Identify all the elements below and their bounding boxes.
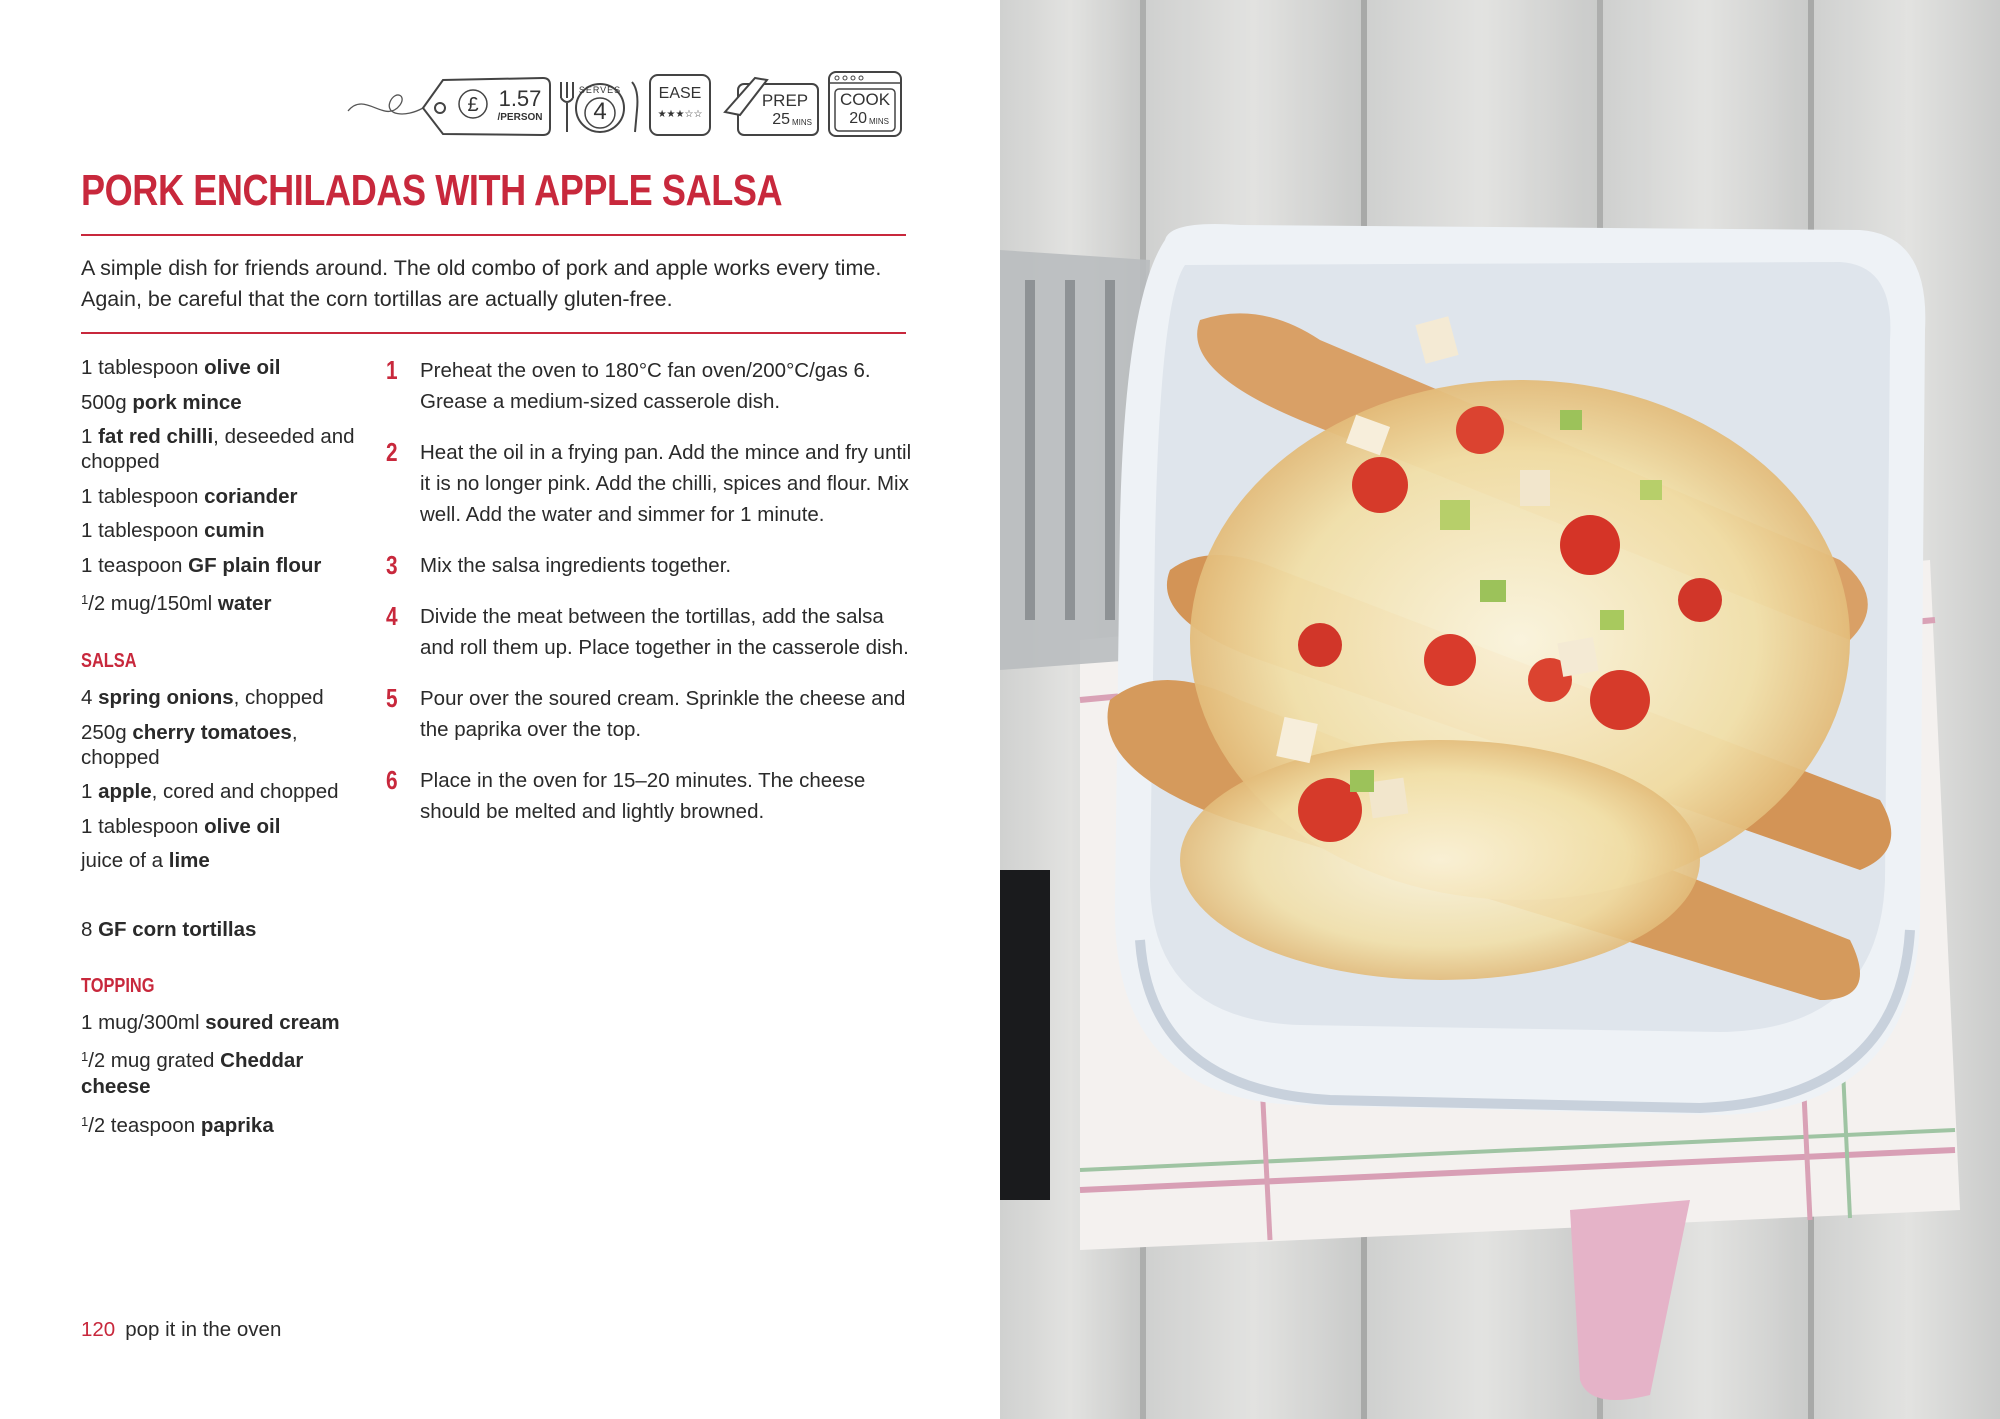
ingredient-name: spring onions [98,686,234,709]
step-number: 1 [386,355,398,385]
ingredient-note: , chopped [233,686,324,709]
ingredient-item [81,685,371,710]
ingredient-quantity: teaspoon [105,1113,201,1137]
prep-unit: MINS [792,118,812,127]
ingredient-item [81,484,371,509]
ingredients-tortillas [81,917,371,942]
ingredients-list [81,355,371,1148]
ingredient-item [81,848,371,873]
step-text: Place in the oven for 15–20 minutes. The cheese should be melted and lightly browned. [420,769,866,823]
step-text: Mix the salsa ingredients together. [420,554,732,577]
ingredients-salsa [81,685,371,873]
method-step [384,601,914,663]
prep-value: 25 [772,111,790,128]
ingredient-quantity: mug grated [105,1049,221,1072]
ingredient-name: lime [168,849,210,872]
ingredient-quantity: 1 tablespoon [81,356,205,379]
ingredients-main [81,355,371,617]
recipe-intro: A simple dish for friends around. The old combo of pork and apple works every time. Again, be careful that the corn tortillas are actually gluten-free. [81,256,882,311]
fraction-denominator: 2 [93,593,106,615]
ingredient-quantity: 1 [81,780,99,803]
step-number: 4 [386,601,398,631]
ingredient-name: water [217,592,272,615]
ease-stars: ★★★☆☆ [657,109,703,120]
step-number: 6 [386,765,398,795]
ingredient-item [81,355,371,380]
step-text: Pour over the soured cream. Sprinkle the cheese and the paprika over the top. [420,687,906,741]
ingredient-quantity: mug/150ml [105,592,218,615]
ingredient-item [81,518,371,543]
page-footer [81,1318,281,1342]
method-step [384,550,914,581]
ingredient-item: $^1$/2 mug/150ml water [81,592,272,615]
ingredient-name: pork mince [132,390,242,414]
ingredient-quantity: juice of a [81,849,169,872]
ease-label: EASE [658,85,702,102]
method-step [384,437,914,530]
ingredient-name: olive oil [204,356,281,379]
ingredient-note: , cored and chopped [151,780,339,803]
fraction-numerator: 1 [81,592,89,607]
ingredient-name: cherry tomatoes [132,720,292,744]
ingredient-quantity: 1 tablespoon [81,519,205,542]
ingredient-item [81,720,371,770]
ingredient-item [81,779,371,804]
cook-unit: MINS [869,117,889,126]
cost-value: 1.57 [498,86,542,111]
fraction-numerator: 1 [81,1049,89,1064]
ingredient-note: , deseeded and chopped [81,425,355,473]
fraction-numerator: 1 [81,1113,89,1129]
cost-unit: /PERSON [497,112,543,123]
ingredient-name: apple [98,780,152,803]
ingredient-quantity: 1 tablespoon [81,814,205,838]
ingredient-name: paprika [200,1113,274,1137]
ingredient-quantity: 8 [81,917,99,941]
step-number: 3 [386,550,398,580]
step-text: Preheat the oven to 180°C fan oven/200°C/gas 6. Grease a medium-sized casserole dish. [420,359,871,413]
ingredient-item [81,1010,371,1035]
title-divider [81,234,906,236]
ingredient-name: cumin [204,519,265,542]
method-step [384,355,914,417]
knife-icon [632,82,637,132]
ingredient-item: $^1$/2 teaspoon paprika [81,1113,274,1137]
page-number: 120 [81,1318,116,1341]
ingredient-item [81,390,371,415]
step-number: 5 [386,683,398,713]
ingredient-quantity: 1 mug/300ml [81,1010,206,1034]
step-number: 2 [386,437,398,467]
fraction-denominator: 2 [93,1114,106,1137]
ingredient-item [81,424,371,474]
ingredient-item [81,553,371,578]
ingredient-quantity: 1 [81,425,99,448]
ingredient-name: olive oil [204,814,281,838]
ingredient-item [81,917,371,942]
ingredient-name: soured cream [205,1010,340,1034]
recipe-info-icons [345,70,905,140]
recipe-photo [1000,0,2000,1419]
cook-value: 20 [849,110,867,127]
cook-label: COOK [839,90,891,109]
section-name: pop it in the oven [125,1318,282,1341]
ingredient-quantity: 4 [81,686,99,709]
topping-heading: TOPPING [81,974,155,997]
ingredient-name: GF plain flour [188,553,322,577]
ingredient-name: fat red chilli [98,425,214,448]
fork-icon [561,82,573,132]
step-text: Divide the meat between the tortillas, add the salsa and roll them up. Place together in the casserole dish. [420,605,909,659]
svg-text:£: £ [467,94,479,116]
info-icons-graphic [345,70,905,140]
serves-label: SERVES [578,85,622,95]
step-text: Heat the oil in a frying pan. Add the mince and fry until it is no longer pink. Add the chilli, spices and flour. Mix well. Add the water and simmer for 1 minute. [420,441,912,526]
intro-divider [81,332,906,334]
method-steps [384,355,914,847]
ingredient-name: Cheddar cheese [81,1049,304,1098]
ingredient-quantity: 1 teaspoon [81,553,189,577]
ingredient-item [81,814,371,839]
ingredient-name: GF corn tortillas [98,917,257,941]
salsa-heading: SALSA [81,650,137,672]
ease-box-icon [650,75,710,135]
prep-label: PREP [761,91,809,110]
ingredient-name: coriander [204,484,298,508]
ingredient-quantity: 500g [81,390,133,414]
ingredients-topping [81,1010,371,1139]
method-step [384,765,914,827]
ingredient-item: $^1$/2 mug grated Cheddar cheese [81,1049,304,1098]
ingredient-quantity: 1 tablespoon [81,484,205,508]
ingredient-quantity: 250g [81,720,133,744]
fraction-denominator: 2 [93,1050,106,1072]
tag-string-icon [348,95,423,114]
enchiladas-photo-illustration [1000,0,2000,1419]
ingredient-note: , chopped [81,720,298,769]
recipe-title: PORK ENCHILADAS WITH APPLE SALSA [81,166,783,215]
serves-value: 4 [593,98,607,125]
method-step [384,683,914,745]
